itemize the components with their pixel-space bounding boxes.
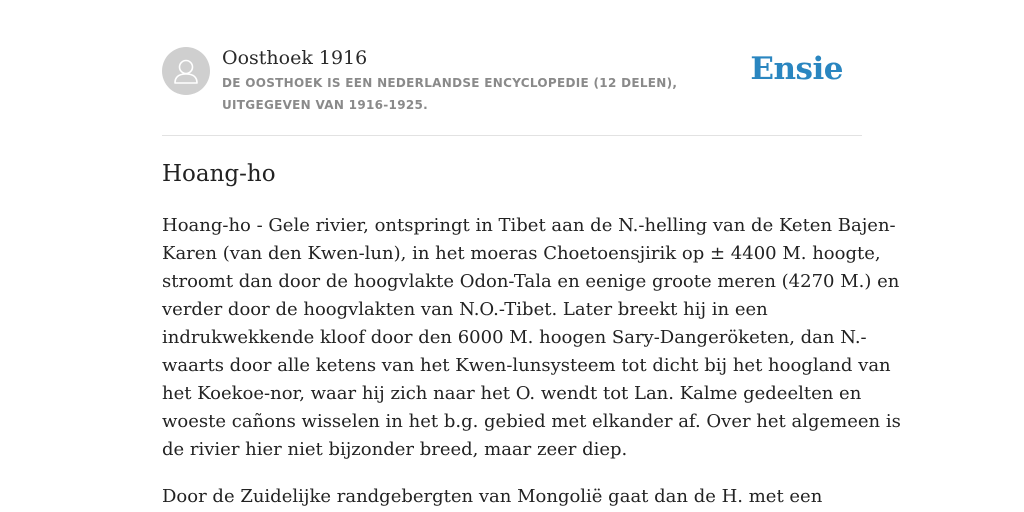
text-line: het Koekoe-nor, waar hij zich naar het O. wendt tot Lan. Kalme gedeelten en xyxy=(162,383,862,404)
text-line: de rivier hier niet bijzonder breed, maar zeer diep. xyxy=(162,439,628,460)
source-title[interactable]: Oosthoek 1916 xyxy=(222,47,368,69)
text-line: verder door de hoogvlakten van N.O.-Tibet. Later breekt hij in een xyxy=(162,299,768,320)
source-description: DE OOSTHOEK IS EEN NEDERLANDSE ENCYCLOPEDIE (12 DELEN), UITGEGEVEN VAN 1916-1925. xyxy=(222,76,678,112)
article-title: Hoang-ho xyxy=(162,161,276,187)
text-line: indrukwekkende kloof door den 6000 M. hoogen Sary-Dangeröketen, dan N.- xyxy=(162,327,867,348)
text-line: Door de Zuidelijke randgebergten van Mongolië gaat dan de H. met een xyxy=(162,486,823,507)
text-line: waarts door alle ketens van het Kwen-lunsysteem tot dicht bij het hoogland van xyxy=(162,355,891,376)
header-divider xyxy=(162,135,862,136)
ensie-logo[interactable]: Ensie xyxy=(750,51,843,87)
article-body xyxy=(162,212,901,512)
text-line: stroomt dan door de hoogvlakte Odon-Tala en eenige groote meren (4270 M.) en xyxy=(162,271,900,292)
text-line: Karen (van den Kwen-lun), in het moeras Choetoensjirik op ± 4400 M. hoogte, xyxy=(162,243,881,264)
text-line: Hoang-ho - Gele rivier, ontspringt in Tibet aan de N.-helling van de Keten Bajen- xyxy=(162,215,896,236)
text-line: woeste cañons wisselen in het b.g. gebied met elkander af. Over het algemeen is xyxy=(162,411,901,432)
article-paragraph-1 xyxy=(162,212,901,464)
source-header xyxy=(162,46,862,118)
user-silhouette-icon[interactable] xyxy=(162,47,210,95)
article-paragraph-2 xyxy=(162,483,862,511)
